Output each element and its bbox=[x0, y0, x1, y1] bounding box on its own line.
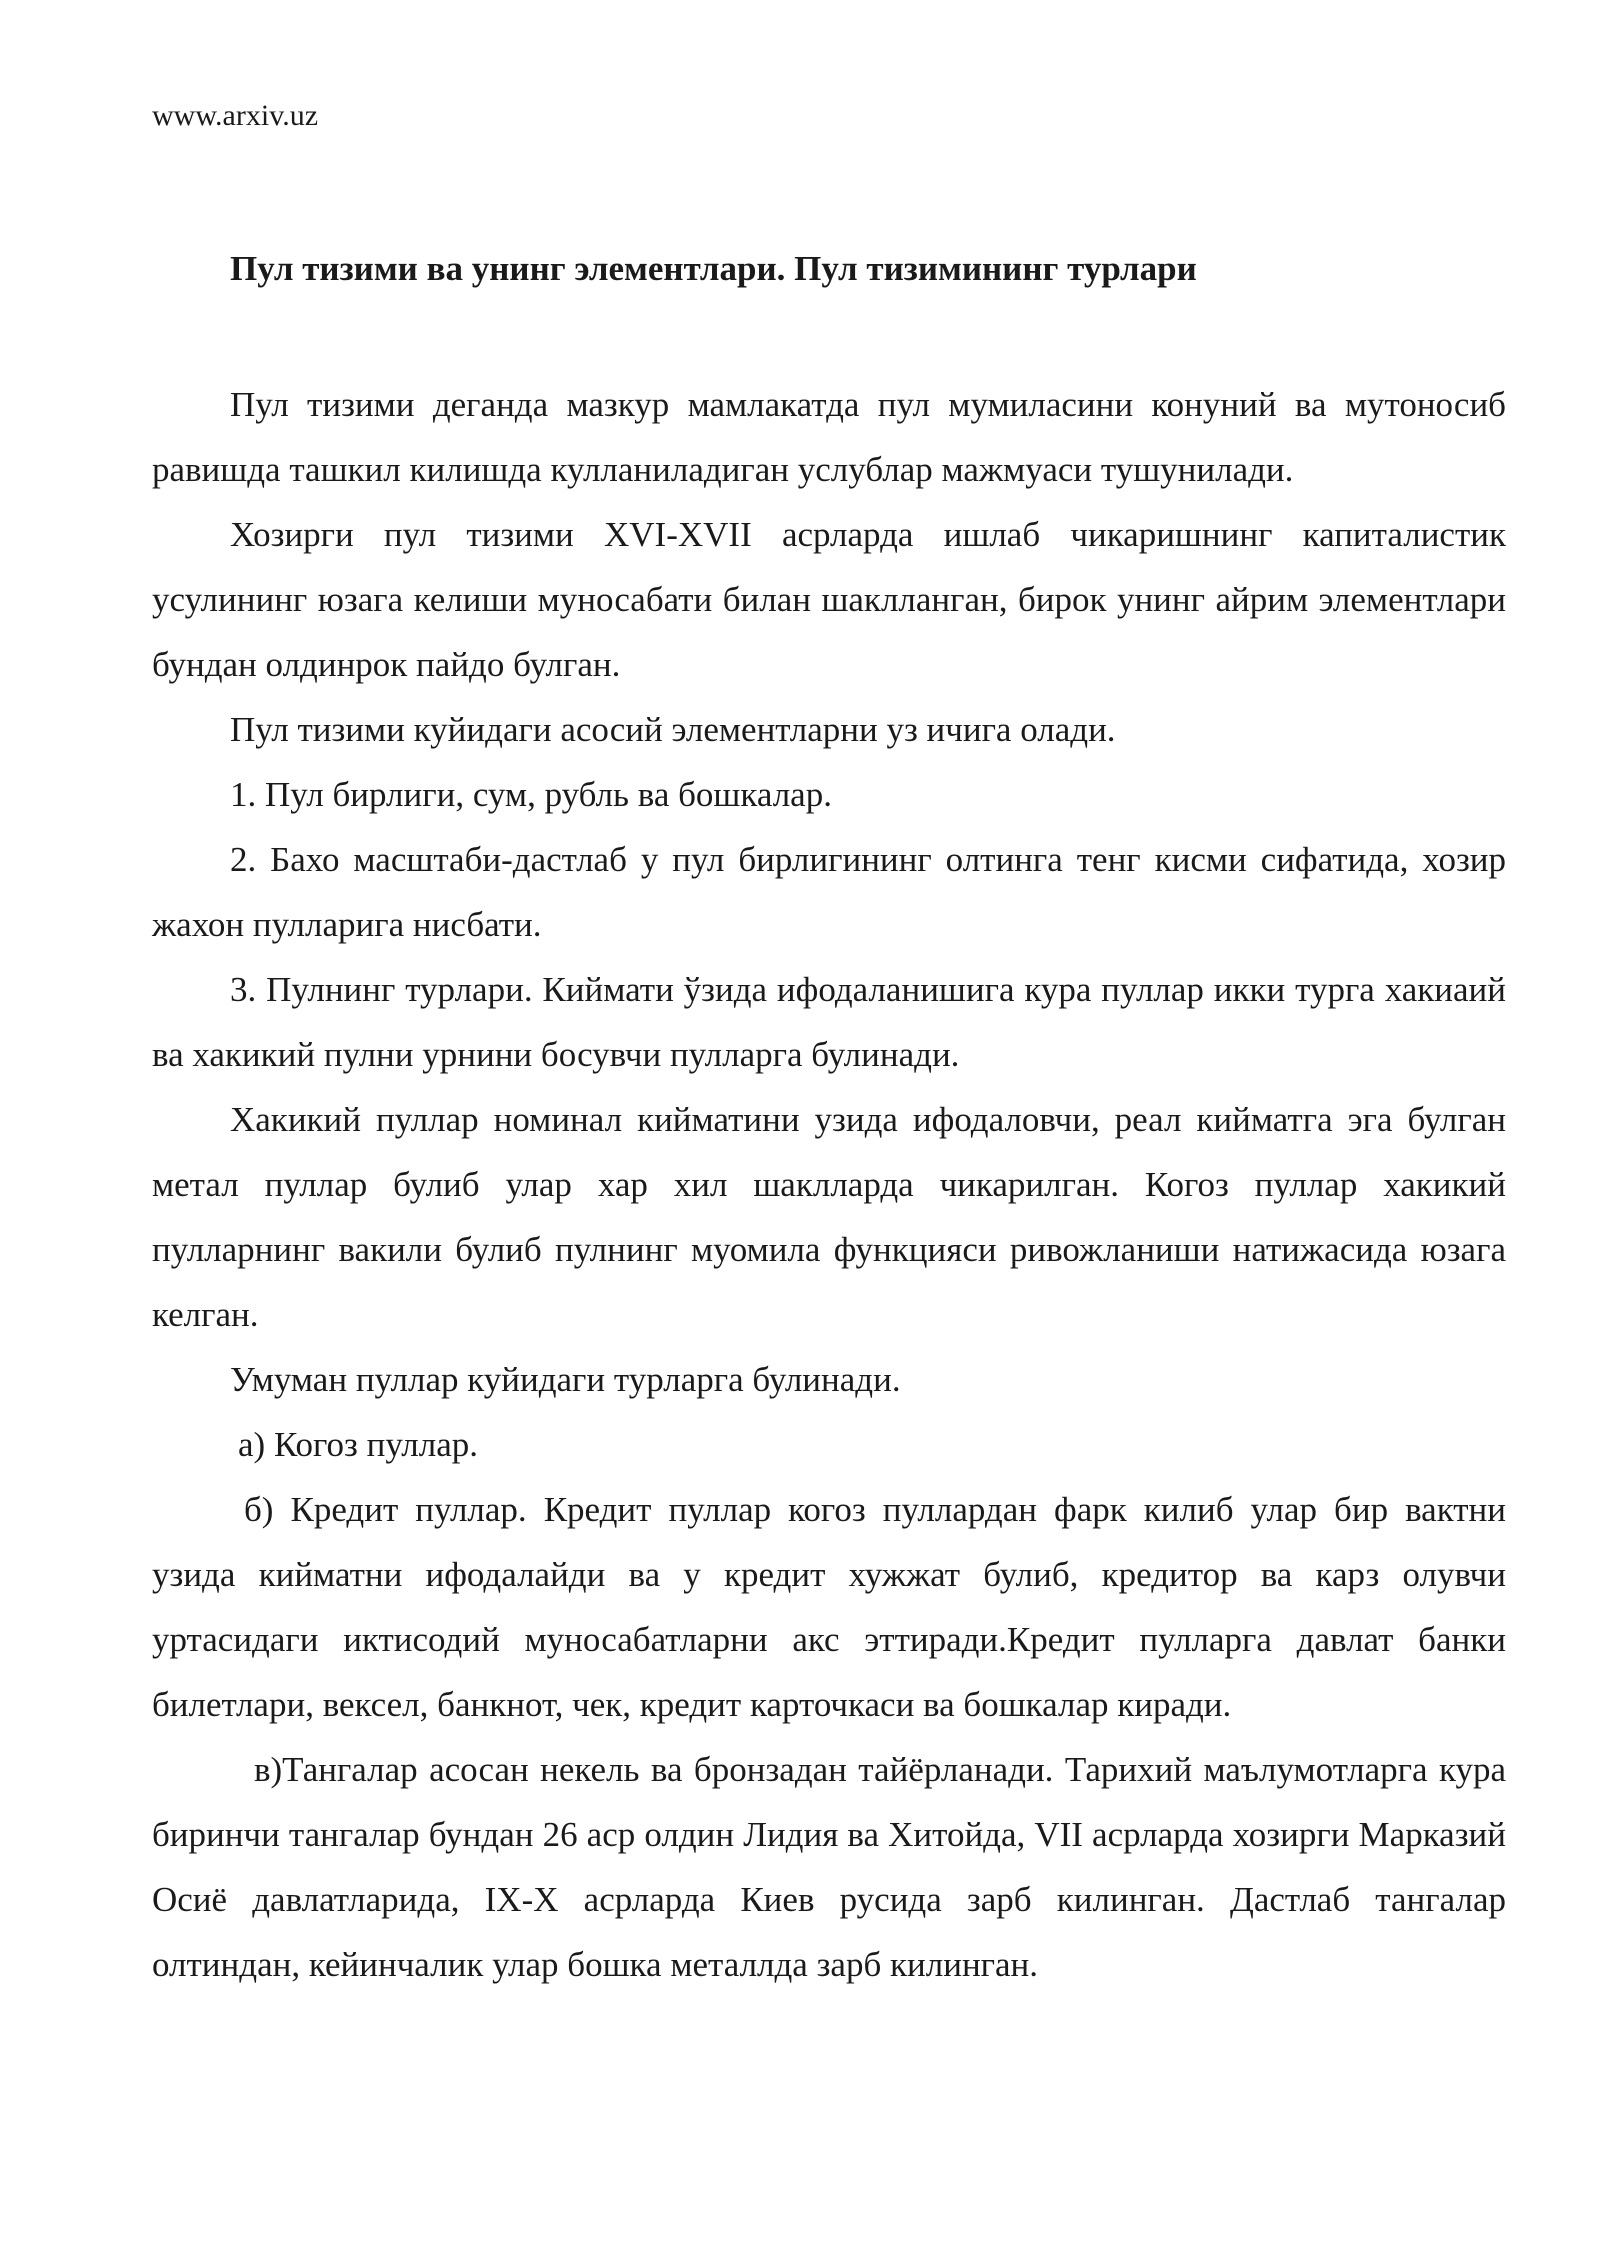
paragraph-types-intro: Умуман пуллар куйидаги турларга булинади. bbox=[230, 1360, 901, 1399]
document-body bbox=[152, 372, 1506, 1997]
document-title: Пул тизими ва унинг элементлари. Пул тизимининг турлари bbox=[230, 249, 1197, 288]
paragraph-history: Хозирги пул тизими XVI-XVII асрларда ишлаб чикаришнинг капиталистик усулининг юзага келиши муносабати билан шаклланган, бирок унинг айрим элементлари бундан олдинрок пайдо булган. bbox=[152, 515, 1506, 684]
paragraph-real-money: Хакикий пуллар номинал кийматини узида ифодаловчи, реал кийматга эга булган метал пуллар булиб улар хар хил шаклларда чикарилган. Когоз пуллар хакикий пулларнинг вакили булиб пулнинг муомила функцияси ривожланиши натижасида юзага келган. bbox=[152, 1100, 1506, 1334]
list-item-1: 1. Пул бирлиги, сум, рубль ва бошкалар. bbox=[230, 775, 832, 814]
list-item-b: б) Кредит пуллар. Кредит пуллар когоз пуллардан фарк килиб улар бир вактни узида кийматни ифодалайди ва у кредит хужжат булиб, кредитор ва карз олувчи уртасидаги иктисодий муносабатларни акс эттиради.Кредит пулларга давлат банки билетлари, вексел, банкнот, чек, кредит карточкаси ва бошкалар киради. bbox=[152, 1490, 1506, 1724]
header-url: www.arxiv.uz bbox=[152, 99, 319, 132]
list-item-v: в)Тангалар асосан некель ва бронзадан тайёрланади. Тарихий маълумотларга кура биринчи тангалар бундан 26 аср олдин Лидия ва Хитойда, VII асрларда хозирги Марказий Осиё давлатларида, IX-X асрларда Киев русида зарб килинган. Дастлаб тангалар олтиндан, кейинчалик улар бошка металлда зарб килинган. bbox=[152, 1750, 1506, 1984]
list-item-a: а) Когоз пуллар. bbox=[238, 1425, 479, 1464]
paragraph-elements-intro: Пул тизими куйидаги асосий элементларни уз ичига олади. bbox=[230, 710, 1116, 749]
list-item-2: 2. Бахо масштаби-дастлаб у пул бирлигининг олтинга тенг кисми сифатида, хозир жахон пулларига нисбати. bbox=[152, 840, 1506, 944]
list-item-3: 3. Пулнинг турлари. Киймати ўзида ифодаланишига кура пуллар икки турга хакиаий ва хакикий пулни урнини босувчи пулларга булинади. bbox=[152, 970, 1506, 1074]
paragraph-definition: Пул тизими деганда мазкур мамлакатда пул мумиласини конуний ва мутоносиб равишда ташкил килишда кулланиладиган услублар мажмуаси тушунилади. bbox=[152, 385, 1506, 489]
